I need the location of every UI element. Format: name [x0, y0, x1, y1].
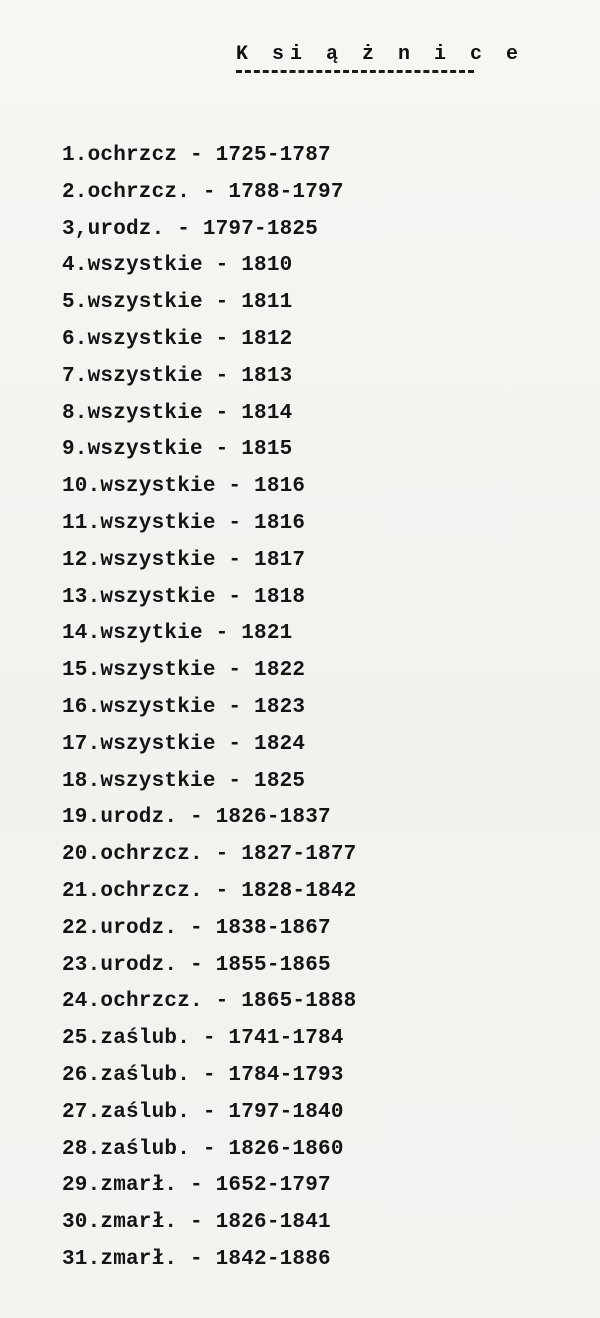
register-entry: 28.zaślub. - 1826-1860 — [62, 1137, 344, 1161]
title-block — [236, 42, 525, 73]
register-entry: 10.wszystkie - 1816 — [62, 475, 306, 499]
register-entry: 6.wszystkie - 1812 — [62, 327, 293, 351]
register-entry: 9.wszystkie - 1815 — [62, 438, 293, 462]
register-entry: 27.zaślub. - 1797-1840 — [62, 1100, 344, 1124]
register-entry: 15.wszystkie - 1822 — [62, 659, 306, 683]
register-entry: 31.zmarł. - 1842-1886 — [62, 1247, 331, 1271]
document-title: K si ą ż n i c e — [236, 43, 525, 66]
register-entry: 25.zaślub. - 1741-1784 — [62, 1027, 344, 1051]
register-entry: 13.wszystkie - 1818 — [62, 585, 306, 609]
register-entry: 16.wszystkie - 1823 — [62, 695, 306, 719]
title-underline — [236, 70, 474, 73]
register-entry: 12.wszystkie - 1817 — [62, 548, 306, 572]
register-entry: 19.urodz. - 1826-1837 — [62, 806, 331, 830]
register-entry: 11.wszystkie - 1816 — [62, 511, 306, 535]
register-entry: 4.wszystkie - 1810 — [62, 254, 293, 278]
register-entry: 24.ochrzcz. - 1865-1888 — [62, 990, 357, 1014]
register-entry: 1.ochrzcz - 1725-1787 — [62, 144, 331, 167]
register-entry: 17.wszystkie - 1824 — [62, 732, 306, 756]
register-entry: 30.zmarł. - 1826-1841 — [62, 1211, 331, 1235]
register-entry: 23.urodz. - 1855-1865 — [62, 953, 331, 977]
register-entry: 18.wszystkie - 1825 — [62, 769, 306, 793]
register-entry: 5.wszystkie - 1811 — [62, 291, 293, 315]
register-entry: 26.zaślub. - 1784-1793 — [62, 1063, 344, 1087]
register-list — [62, 138, 356, 1279]
register-entry: 8.wszystkie - 1814 — [62, 401, 293, 425]
register-entry: 3,urodz. - 1797-1825 — [62, 217, 319, 241]
register-entry: 20.ochrzcz. - 1827-1877 — [62, 843, 357, 867]
register-entry: 2.ochrzcz. - 1788-1797 — [62, 180, 344, 204]
register-entry: 14.wszytkie - 1821 — [62, 622, 293, 646]
register-entry: 29.zmarł. - 1652-1797 — [62, 1174, 331, 1198]
register-entry: 7.wszystkie - 1813 — [62, 364, 293, 388]
register-entry: 21.ochrzcz. - 1828-1842 — [62, 879, 357, 903]
register-entry: 22.urodz. - 1838-1867 — [62, 916, 331, 940]
